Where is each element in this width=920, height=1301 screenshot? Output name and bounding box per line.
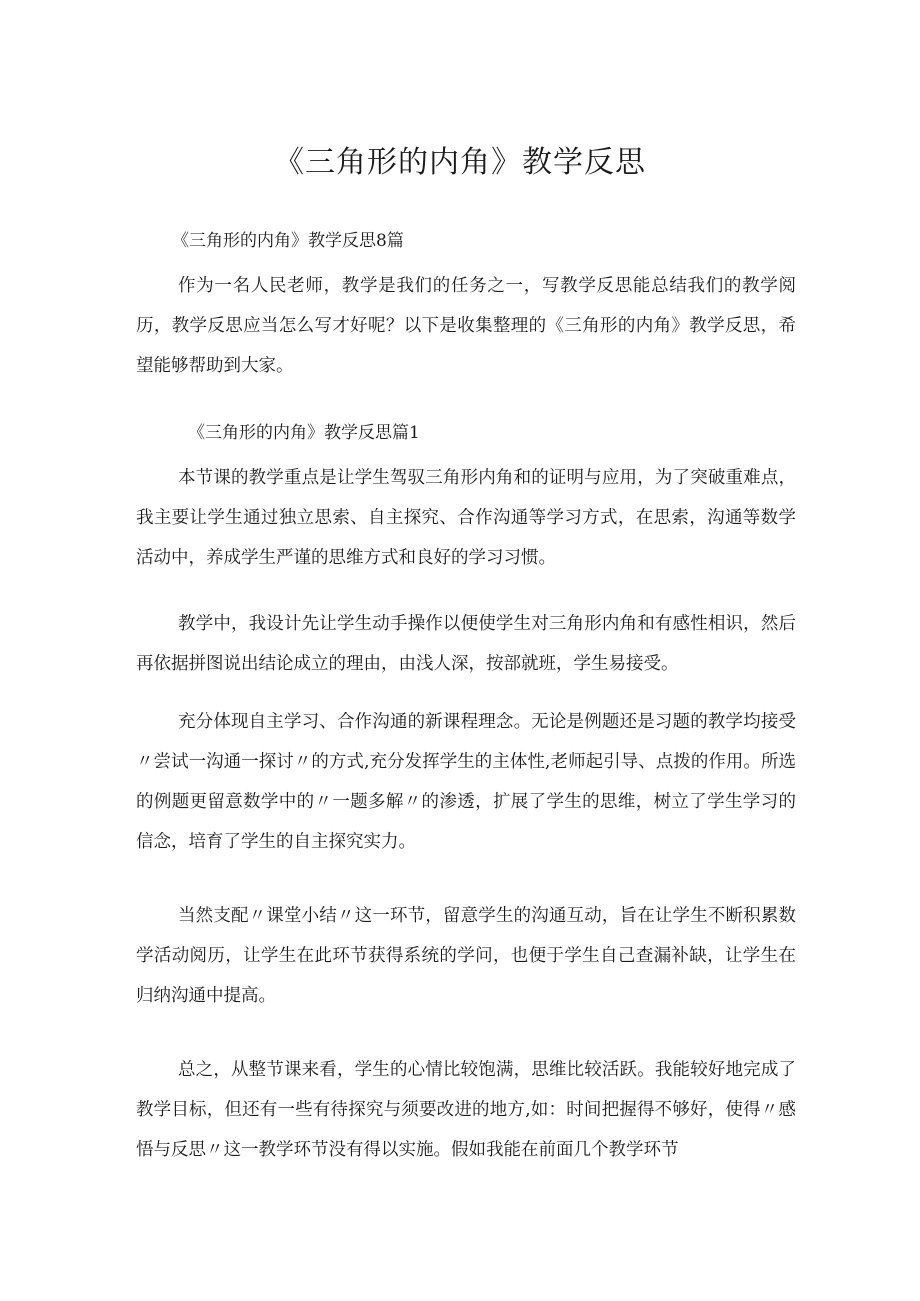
body-paragraph-4: 当然支配〃课堂小结〃这一环节，留意学生的沟通互动，旨在让学生不断积累数学活动阅历，让学生在此环节获得系统的学问，也便于学生自己查漏补缺，让学生在归纳沟通中提高。 bbox=[136, 906, 796, 1006]
body-paragraph-3: 充分体现自主学习、合作沟通的新课程理念。无论是例题还是习题的教学均接受〃尝试一沟通一探讨〃的方式,充分发挥学生的主体性,老师起引导、点拨的作用。所选的例题更留意数学中的〃一题多解〃的渗透，扩展了学生的思维，树立了学生学习的信念，培育了学生的自主探究实力。 bbox=[136, 712, 796, 852]
body-paragraph-5: 总之，从整节课来看，学生的心情比较饱满，思维比较活跃。我能较好地完成了教学目标，但还有一些有待探究与须要改进的地方,如：时间把握得不够好，使得〃感悟与反思〃这一教学环节没有得以实施。假如我能在前面几个教学环节 bbox=[136, 1060, 796, 1160]
document-title: 《三角形的内角》教学反思 bbox=[274, 145, 646, 180]
body-paragraph-1: 本节课的教学重点是让学生驾驭三角形内角和的证明与应用，为了突破重难点，我主要让学生通过独立思索、自主探究、合作沟通等学习方式，在思索，沟通等数学活动中，养成学生严谨的思维方式和良好的学习习惯。 bbox=[136, 468, 796, 568]
section-heading: 《三角形的内角》教学反思篇1 bbox=[188, 423, 420, 443]
document-subtitle: 《三角形的内角》教学反思8篇 bbox=[172, 231, 404, 251]
intro-paragraph: 作为一名人民老师，教学是我们的任务之一，写教学反思能总结我们的教学阅历，教学反思应当怎么写才好呢？以下是收集整理的《三角形的内角》教学反思，希望能够帮助到大家。 bbox=[136, 276, 796, 376]
body-paragraph-2: 教学中，我设计先让学生动手操作以便使学生对三角形内角和有感性相识，然后再依据拼图说出结论成立的理由，由浅人深，按部就班，学生易接受。 bbox=[136, 614, 796, 674]
